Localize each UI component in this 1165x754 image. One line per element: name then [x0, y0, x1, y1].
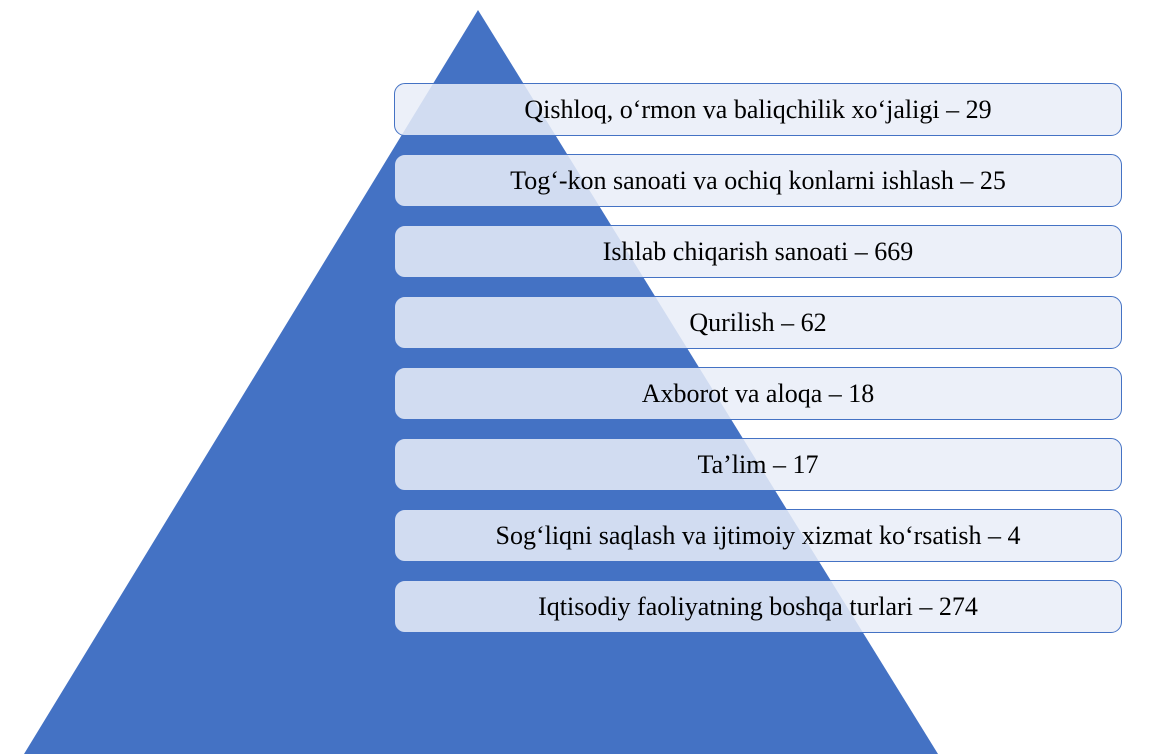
category-label: Ta’lim – 17 [697, 449, 819, 479]
category-label: Qishloq, o‘rmon va baliqchilik xo‘jaligi – 29 [524, 94, 992, 124]
category-box-education [394, 438, 1122, 491]
category-box-construction [394, 296, 1122, 349]
category-label: Sog‘liqni saqlash va ijtimoiy xizmat ko‘rsatish – 4 [495, 520, 1021, 550]
category-box-mining [394, 154, 1122, 207]
category-box-information [394, 367, 1122, 420]
category-label: Ishlab chiqarish sanoati – 669 [602, 236, 914, 266]
category-box-manufacturing [394, 225, 1122, 278]
category-box-agriculture [394, 83, 1122, 136]
category-box-other [394, 580, 1122, 633]
category-box-health [394, 509, 1122, 562]
category-label: Iqtisodiy faoliyatning boshqa turlari – 274 [538, 591, 978, 621]
category-label: Axborot va aloqa – 18 [641, 378, 875, 408]
category-label: Qurilish – 62 [689, 307, 827, 337]
category-label: Tog‘-kon sanoati va ochiq konlarni ishlash – 25 [510, 165, 1006, 195]
